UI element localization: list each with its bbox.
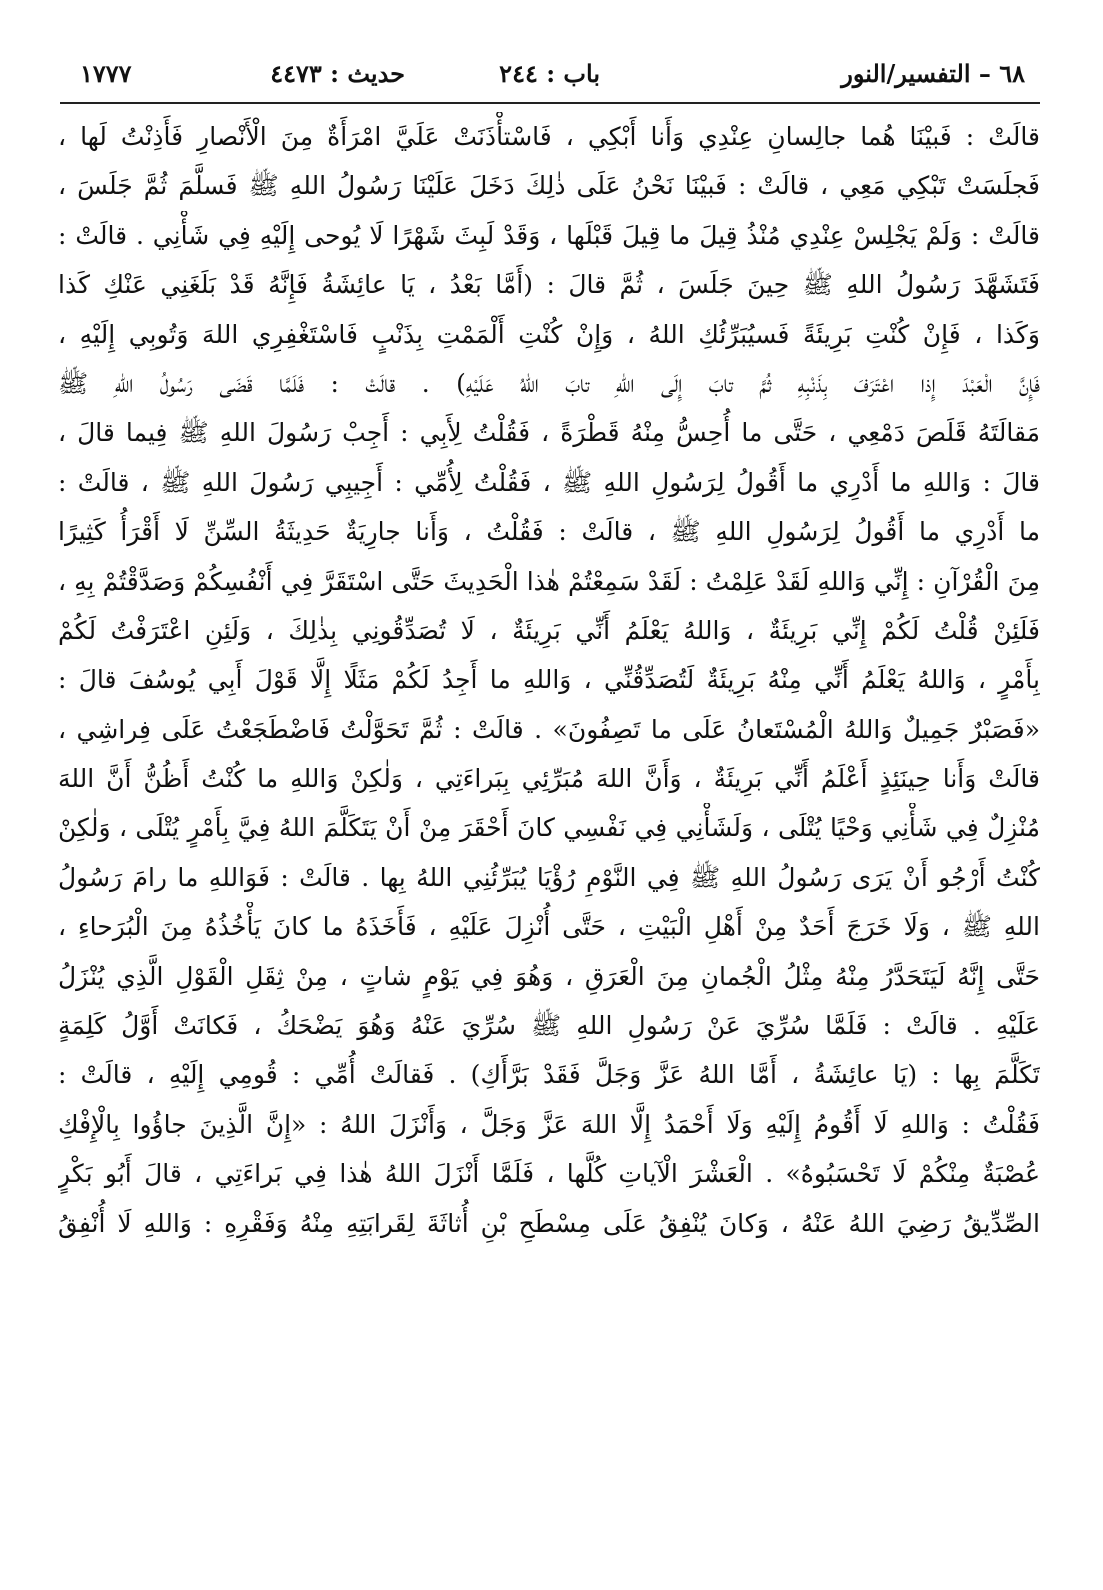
text-line: فَتَشَهَّدَ رَسُولُ اللهِ ﷺ حِينَ جَلَسَ ، ثُمَّ قالَ : (أَمَّا بَعْدُ ، يَا عائِشَةُ فَإِنَّهُ قَدْ بَلَغَنِي عَنْكِ كَذا [58,270,1040,300]
text-line: ما أَدْرِي ما أَقُولُ لِرَسُولِ اللهِ ﷺ ، قالَتْ : فَقُلْتُ ، وَأَنا جارِيَةٌ حَدِيثَةُ السِّنِّ لَا أَقْرَأُ كَثِيرًا [58,517,1040,547]
text-line: مِنَ الْقُرْآنِ : إِنِّي وَاللهِ لَقَدْ عَلِمْتُ : لَقَدْ سَمِعْتُمْ هٰذا الْحَدِيثَ حَتَّى اسْتَقَرَّ فِي أَنْفُسِكُمْ وَصَدَّقْتُمْ بِهِ ، [58,566,1040,596]
text-line: فَقُلْتُ : وَاللهِ لَا أَقُومُ إِلَيْهِ وَلَا أَحْمَدُ إِلَّا اللهَ عَزَّ وَجَلَّ ، وَأَنْزَلَ اللهُ : «إِنَّ الَّذِينَ جاؤُوا بِالْإِفْكِ [58,1109,1040,1139]
text-line: فَجلَسَتْ تَبْكِي مَعِي ، قالَتْ : فَبيْنَا نَحْنُ عَلَى ذٰلِكَ دَخَلَ عَلَيْنَا رَسُولُ اللهِ ﷺ فَسلَّمَ ثُمَّ جَلَسَ ، [58,171,1040,201]
text-line: قالَتْ وَأَنا حِينَئِذٍ أَعْلَمُ أَنِّي بَرِيئَةٌ ، وَأَنَّ اللهَ مُبَرِّئِي بِبَراءَتِي ، وَلٰكِنْ وَاللهِ ما كُنْتُ أَظُنُّ أَنَّ اللهَ [58,764,1040,794]
text-line: مَقالَتَهُ قَلَصَ دَمْعِي ، حَتَّى ما أُحِسُّ مِنْهُ قَطْرَةً ، فَقُلْتُ لِأَبِي : أَجِبْ رَسُولَ اللهِ ﷺ فِيما قالَ ، [58,418,1040,448]
text-line: اللهِ ﷺ ، وَلَا خَرَجَ أَحَدٌ مِنْ أَهْلِ الْبَيْتِ ، حَتَّى أُنْزِلَ عَلَيْهِ ، فَأَخَذَهُ ما كانَ يَأْخُذُهُ مِنَ الْبُرَحاءِ ، [58,912,1040,942]
text-line: كُنْتُ أَرْجُو أَنْ يَرَى رَسُولُ اللهِ ﷺ فِي النَّوْمِ رُؤْيَا يُبَرِّئُنِي اللهُ بِها . قالَتْ : فَوَاللهِ ما رامَ رَسُولُ [58,862,1040,892]
text-line: «فَصَبْرٌ جَمِيلٌ وَاللهُ الْمُسْتَعانُ عَلَى ما تَصِفُونَ» . قالَتْ : ثُمَّ تَحَوَّلْتُ فَاضْطَجَعْتُ عَلَى فِراشِي ، [58,714,1040,744]
bab-number: باب : ٢٤٤ [499,59,600,88]
text-line: عُصْبَةٌ مِنْكُمْ لَا تَحْسَبُوهُ» . الْعَشْرَ الْآياتِ كُلَّها ، فَلَمَّا أَنْزَلَ اللهُ هٰذا فِي بَراءَتِي ، قالَ أَبُو بَكْرٍ [58,1159,1040,1189]
text-line: فَإِنَّ الْعَبْدَ إِذا اعْتَرَفَ بِذَنْبِهِ ثُمَّ تابَ إِلَى اللهِ تابَ اللهُ عَلَيْهِ) . قالَتْ : فَلَمَّا قَضَى رَسُولُ اللهِ ﷺ [58,368,1040,398]
hadith-body [58,112,1040,1248]
text-line: قالَ : وَاللهِ ما أَدْرِي ما أَقُولُ لِرَسُولِ اللهِ ﷺ ، فَقُلْتُ لِأُمِّي : أَجِيبِي رَسُولَ اللهِ ﷺ ، قالَتْ : [58,467,1040,497]
text-line: عَلَيْهِ . قالَتْ : فَلَمَّا سُرِّيَ عَنْ رَسُولِ اللهِ ﷺ سُرِّيَ عَنْهُ وَهُوَ يَضْحَكُ ، فَكانَتْ أَوَّلُ كَلِمَةٍ [58,1011,1040,1041]
hadith-number: حديث : ٤٤٧٣ [270,59,405,88]
running-header [80,54,1025,94]
text-line: مُنْزِلٌ فِي شَأْنِي وَحْيًا يُتْلَى ، وَلَشَأْنِي فِي نَفْسِي كانَ أَحْقَرَ مِنْ أَنْ يَتَكَلَّمَ اللهُ فِيَّ بِأَمْرٍ يُتْلَى ، وَلٰكِنْ [58,813,1040,843]
text-line: فَلَئِنْ قُلْتُ لَكُمْ إِنِّي بَرِيئَةٌ ، وَاللهُ يَعْلَمُ أَنِّي بَرِيئَةٌ ، لَا تُصَدِّقُونِي بِذٰلِكَ ، وَلَئِنِ اعْتَرَفْتُ لَكُمْ [58,615,1040,645]
text-line: بِأَمْرٍ ، وَاللهُ يَعْلَمُ أَنِّي مِنْهُ بَرِيئَةٌ لَتُصَدِّقُنِّي ، وَاللهِ ما أَجِدُ لَكُمْ مَثَلًا إِلَّا قَوْلَ أَبِي يُوسُفَ قالَ : [58,665,1040,695]
text-line: قالَتْ : فَبيْنَا هُما جالِسانِ عِنْدِي وَأَنا أَبْكِي ، فَاسْتأْذَنَتْ عَلَيَّ امْرَأَةٌ مِنَ الْأَنْصارِ فَأَذِنْتُ لَها ، [58,122,1040,151]
text-line: قالَتْ : وَلَمْ يَجْلِسْ عِنْدِي مُنْذُ قِيلَ ما قِيلَ قَبْلَها ، وَقَدْ لَبِثَ شَهْرًا لَا يُوحى إِلَيْهِ فِي شَأْنِي . قالَتْ : [58,220,1040,250]
text-line: تَكَلَّمَ بِها : (يَا عائِشَةُ ، أَمَّا اللهُ عَزَّ وَجَلَّ فَقَدْ بَرَّأَكِ) . فَقالَتْ أُمِّي : قُومِي إِلَيْهِ ، قالَتْ : [58,1060,1040,1090]
text-line: وَكَذا ، فَإِنْ كُنْتِ بَرِيئَةً فَسيُبَرِّئُكِ اللهُ ، وَإِنْ كُنْتِ أَلْمَمْتِ بِذَنْبٍ فَاسْتَغْفِرِي اللهَ وَتُوبِي إِلَيْهِ ، [58,319,1040,349]
text-line: الصِّدِّيقُ رَضِيَ اللهُ عَنْهُ ، وَكانَ يُنْفِقُ عَلَى مِسْطَحِ بْنِ أُثاثَةَ لِقَرابَتِهِ مِنْهُ وَفَقْرِهِ : وَاللهِ لَا أُنْفِقُ [58,1208,1040,1238]
page-number: ١٧٧٧ [80,59,132,88]
text-line: حَتَّى إِنَّهُ لَيَتَحَدَّرُ مِنْهُ مِثْلُ الْجُمانِ مِنَ الْعَرَقِ ، وَهُوَ فِي يَوْمٍ شاتٍ ، مِنْ ثِقَلِ الْقَوْلِ الَّذِي يُنْزَلُ [58,961,1040,991]
chapter-title: ٦٨ – التفسير/النور [841,59,1025,88]
header-divider [60,102,1040,104]
